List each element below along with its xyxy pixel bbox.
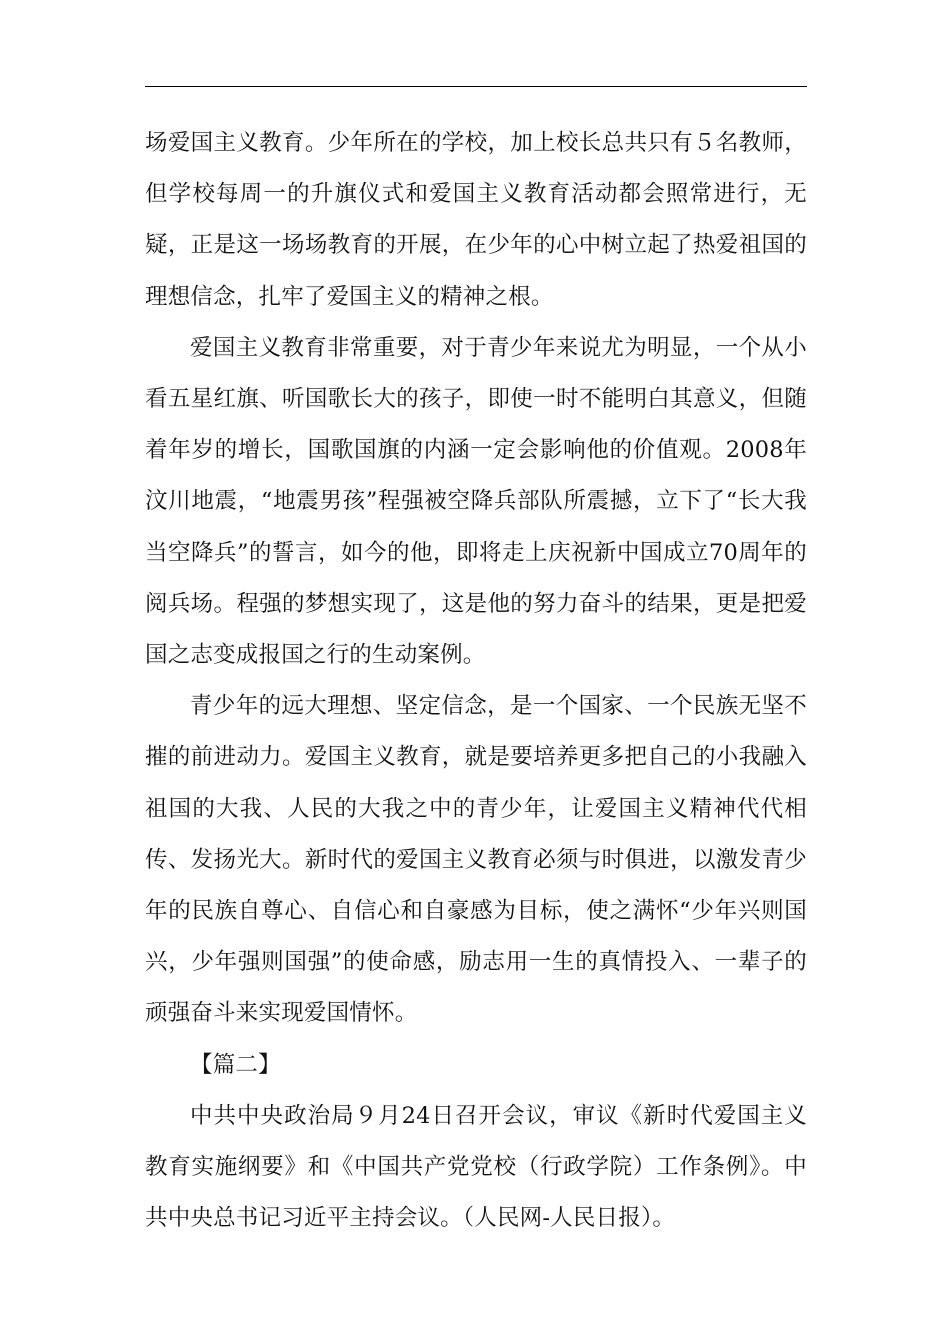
- paragraph-politburo-meeting: 中共中央政治局９月24日召开会议，审议《新时代爱国主义教育实施纲要》和《中国共产党党校（行政学院）工作条例》。中共中央总书记习近平主持会议。（人民网-人民日报）。: [145, 1102, 807, 1232]
- paragraph-youth-ideals: 青少年的远大理想、坚定信念，是一个国家、一个民族无坚不摧的前进动力。爱国主义教育，就是要培养更多把自己的小我融入祖国的大我、人民的大我之中的青少年，让爱国主义精神代代相传、发扬光大。新时代的爱国主义教育必须与时俱进，以激发青少年的民族自尊心、自信心和自豪感为目标，使之满怀“少年兴则国兴，少年强则国强”的使命感，励志用一生的真情投入、一辈子的顽强奋斗来实现爱国情怀。: [145, 693, 807, 1027]
- document-body: [145, 118, 807, 1244]
- paragraph-continuation: 场爱国主义教育。少年所在的学校，加上校长总共只有５名教师，但学校每周一的升旗仪式和爱国主义教育活动都会照常进行，无疑，正是这一场场教育的开展，在少年的心中树立起了热爱祖国的理想信念，扎牢了爱国主义的精神之根。: [145, 130, 807, 310]
- section-heading: 【篇二】: [190, 1051, 281, 1078]
- header-rule: [145, 86, 807, 87]
- paragraph-patriotic-education-importance: 爱国主义教育非常重要，对于青少年来说尤为明显，一个从小看五星红旗、听国歌长大的孩子，即使一时不能明白其意义，但随着年岁的增长，国歌国旗的内涵一定会影响他的价值观。2008年汶川地震，“地震男孩”程强被空降兵部队所震撼，立下了“长大我当空降兵”的誓言，如今的他，即将走上庆祝新中国成立70周年的阅兵场。程强的梦想实现了，这是他的努力奋斗的结果，更是把爱国之志变成报国之行的生动案例。: [145, 334, 807, 669]
